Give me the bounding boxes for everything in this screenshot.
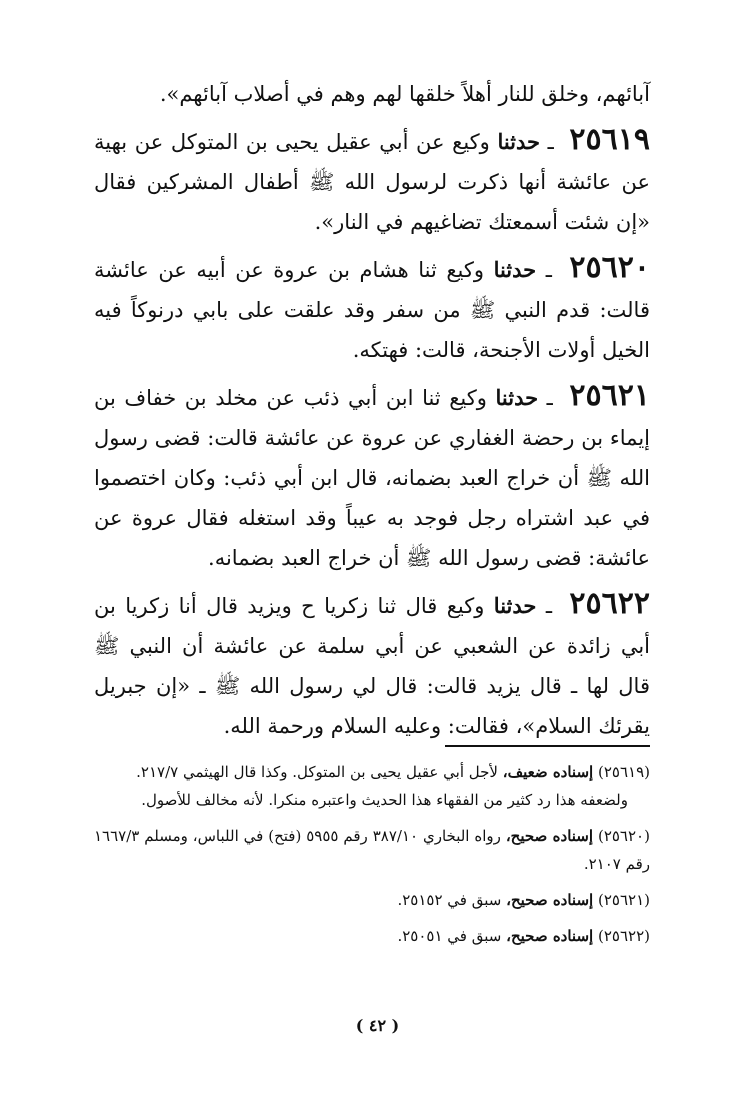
hadith-number: ٢٥٦١٩ [569, 122, 650, 157]
hadith-number: ٢٥٦٢١ [569, 378, 650, 413]
footnote-grade: إسناده ضعيف، [502, 763, 594, 781]
page-number: ( ٤٢ ) [355, 1016, 400, 1035]
footnote-25619 [94, 758, 650, 814]
hadith-lead: حدثنا [497, 129, 541, 154]
hadith-number: ٢٥٦٢٠ [569, 250, 650, 285]
hadith-lead: حدثنا [493, 257, 537, 282]
footnote-text: سبق في ٢٥٠٥١. [397, 927, 502, 945]
footnote-divider [445, 745, 650, 747]
footnote-ref: (٢٥٦١٩) [597, 763, 650, 781]
hadith-25622: ٢٥٦٢٢ ـ حدثنا وكيع قال ثنا زكريا ح ويزيد قال أنا زكريا بن أبي زائدة عن الشعبي عن أبي سلمة عن عائشة أن النبي ﷺ قال لها ـ قال يزيد قالت: قال لي رسول الله ﷺ ـ «إن جبريل يقرئك السلام»، فقالت: وعليه السلام ورحمة الله. [94, 586, 650, 738]
footnote-grade: إسناده صحيح، [506, 891, 594, 909]
hadith-lead: حدثنا [493, 593, 537, 618]
footnote-text: سبق في ٢٥١٥٢. [397, 891, 502, 909]
footnote-25622 [94, 922, 650, 950]
hadith-number: ٢٥٦٢٢ [569, 586, 650, 621]
footnotes [94, 758, 650, 958]
hadith-text: وكيع ثنا هشام بن عروة عن أبيه عن عائشة قالت: قدم النبي ﷺ من سفر وقد علقت على بابي درنوكاً فيه الخيل أولات الأجنحة، قالت: فهتكه. [94, 258, 650, 362]
hadith-25621: ٢٥٦٢١ ـ حدثنا وكيع ثنا ابن أبي ذئب عن مخلد بن خفاف بن إيماء بن رحضة الغفاري عن عروة عن عائشة قالت: قضى رسول الله ﷺ أن خراج العبد بضمانه، قال ابن أبي ذئب: وكان اختصموا في عبد اشتراه رجل فوجد به عيباً وقد استغله فقال عروة عن عائشة: قضى رسول الله ﷺ أن خراج العبد بضمانه. [94, 378, 650, 570]
footnote-grade: إسناده صحيح، [506, 927, 594, 945]
hadith-25620: ٢٥٦٢٠ ـ حدثنا وكيع ثنا هشام بن عروة عن أبيه عن عائشة قالت: قدم النبي ﷺ من سفر وقد علقت على بابي درنوكاً فيه الخيل أولات الأجنحة، قالت: فهتكه. [94, 250, 650, 362]
footnote-text: لأجل أبي عقيل يحيى بن المتوكل. وكذا قال الهيثمي ٢١٧/٧. [136, 763, 498, 781]
intro-paragraph: آبائهم، وخلق للنار أهلاً خلقها لهم وهم في أصلاب آبائهم». [159, 82, 650, 106]
footnote-grade: إسناده صحيح، [505, 827, 594, 845]
footnote-continuation: ولضعفه هذا رد كثير من الفقهاء هذا الحديث واعتبره منكرا. لأنه مخالف للأصول. [141, 791, 628, 809]
hadith-lead: حدثنا [495, 385, 539, 410]
footnote-ref: (٢٥٦٢٢) [597, 927, 650, 945]
main-text [94, 74, 650, 752]
footnote-25620 [94, 822, 650, 878]
footnote-text: رواه البخاري ٣٨٧/١٠ رقم ٥٩٥٥ (فتح) في اللباس، ومسلم ١٦٦٧/٣ رقم ٢١٠٧. [94, 827, 650, 873]
hadith-text: وكيع قال ثنا زكريا ح ويزيد قال أنا زكريا بن أبي زائدة عن الشعبي عن أبي سلمة عن عائشة أن النبي ﷺ قال لها ـ قال يزيد قالت: قال لي رسول الله ﷺ ـ «إن جبريل يقرئك السلام»، فقالت: وعليه السلام ورحمة الله. [94, 594, 650, 738]
footnote-ref: (٢٥٦٢١) [597, 891, 650, 909]
hadith-text: وكيع ثنا ابن أبي ذئب عن مخلد بن خفاف بن إيماء بن رحضة الغفاري عن عروة عن عائشة قالت: قضى رسول الله ﷺ أن خراج العبد بضمانه، قال ابن أبي ذئب: وكان اختصموا في عبد اشتراه رجل فوجد به عيباً وقد استغله فقال عروة عن عائشة: قضى رسول الله ﷺ أن خراج العبد بضمانه. [94, 386, 650, 570]
footnote-ref: (٢٥٦٢٠) [597, 827, 650, 845]
hadith-text: وكيع عن أبي عقيل يحيى بن المتوكل عن بهية عن عائشة أنها ذكرت لرسول الله ﷺ أطفال المشركين فقال «إن شئت أسمعتك تضاغيهم في النار». [94, 130, 650, 234]
footnote-25621 [94, 886, 650, 914]
hadith-25619: ٢٥٦١٩ ـ حدثنا وكيع عن أبي عقيل يحيى بن المتوكل عن بهية عن عائشة أنها ذكرت لرسول الله ﷺ أطفال المشركين فقال «إن شئت أسمعتك تضاغيهم في النار». [94, 122, 650, 234]
